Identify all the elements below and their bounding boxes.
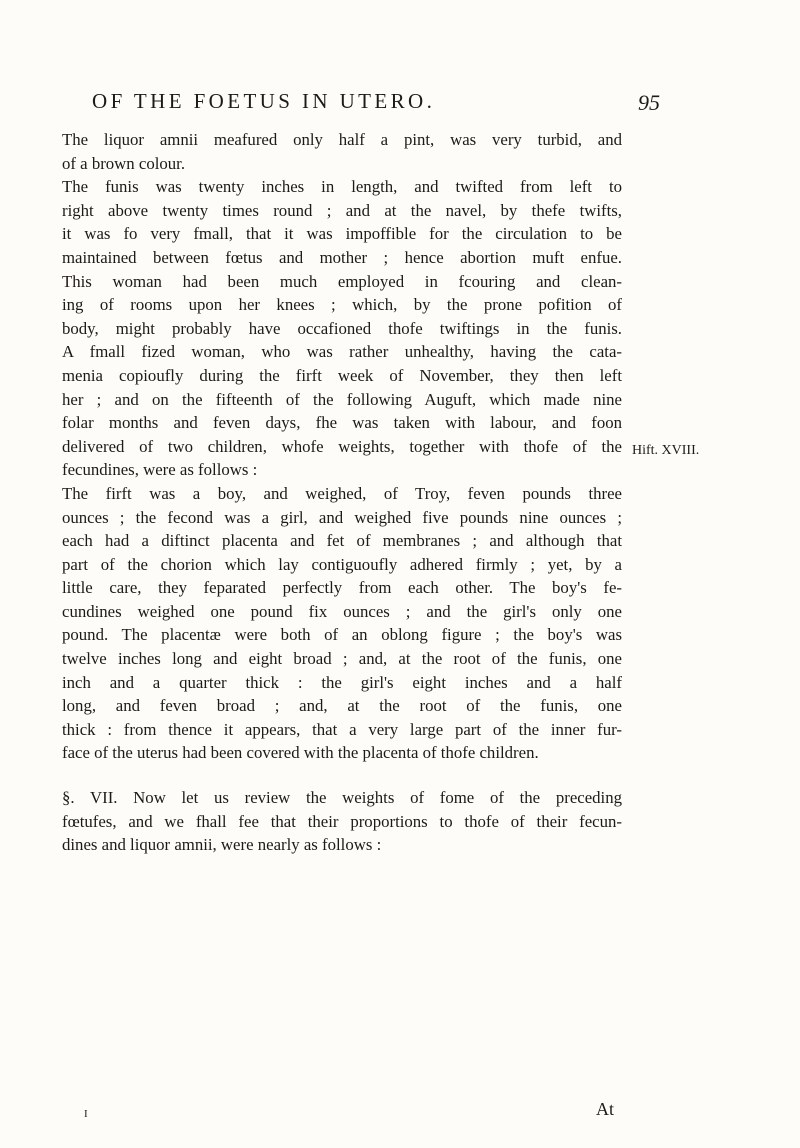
text-line: twelve inches long and eight broad ; and, at the root of the funis, one <box>62 649 622 669</box>
text-line: delivered of two children, whofe weights, together with thofe of the <box>62 436 622 456</box>
text-line: A fmall fized woman, who was rather unhealthy, having the cata- <box>62 342 622 362</box>
text-line: thick : from thence it appears, that a very large part of the inner fur- <box>62 719 622 739</box>
margin-note: Hift. XVIII. <box>632 443 700 458</box>
text-line: face of the uterus had been covered with the placenta of thofe children. <box>62 743 539 763</box>
text-line: each had a diftinct placenta and fet of membranes ; and although that <box>62 531 622 551</box>
text-line: long, and feven broad ; and, at the root of the funis, one <box>62 696 622 716</box>
text-line: §. VII. Now let us review the weights of fome of the preceding <box>62 788 622 808</box>
text-line: inch and a quarter thick : the girl's eight inches and a half <box>62 672 622 692</box>
text-line: ing of rooms upon her knees ; which, by the prone pofition of <box>62 295 622 315</box>
text-line: right above twenty times round ; and at the navel, by thefe twifts, <box>62 200 622 220</box>
text-line: her ; and on the fifteenth of the following Auguft, which made nine <box>62 389 622 409</box>
text-line: menia copioufly during the firft week of November, they then left <box>62 365 622 385</box>
text-line: The liquor amnii meafured only half a pint, was very turbid, and <box>62 130 622 149</box>
text-line: part of the chorion which lay contiguoufly adhered firmly ; yet, by a <box>62 554 622 574</box>
paragraph-gap <box>62 765 622 786</box>
text-line: pound. The placentæ were both of an oblong figure ; the boy's was <box>62 625 622 645</box>
text-line: body, might probably have occafioned thofe twiftings in the funis. <box>62 318 622 338</box>
body-text <box>62 128 622 857</box>
page-number: 95 <box>638 90 660 115</box>
text-line: The funis was twenty inches in length, and twifted from left to <box>62 177 622 197</box>
text-line: The firft was a boy, and weighed, of Troy, feven pounds three <box>62 483 622 503</box>
text-line: folar months and feven days, fhe was taken with labour, and foon <box>62 413 622 433</box>
text-line: fecundines, were as follows : <box>62 460 258 480</box>
text-line: cundines weighed one pound fix ounces ; and the girl's only one <box>62 601 622 621</box>
text-line: of a brown colour. <box>62 153 186 173</box>
text-line: This woman had been much employed in fcouring and clean- <box>62 271 622 291</box>
running-title: OF THE FOETUS IN UTERO. <box>92 89 436 113</box>
text-line: ounces ; the fecond was a girl, and weighed five pounds nine ounces ; <box>62 507 622 527</box>
text-line: it was fo very fmall, that it was impoffible for the circulation to be <box>62 224 622 244</box>
text-line: little care, they feparated perfectly from each other. The boy's fe- <box>62 578 622 598</box>
text-line: dines and liquor amnii, were nearly as follows : <box>62 835 382 855</box>
signature-mark: I <box>84 1108 88 1120</box>
text-line: fœtufes, and we fhall fee that their proportions to thofe of their fecun- <box>62 811 622 831</box>
catchword: At <box>596 1099 614 1119</box>
text-line: maintained between fœtus and mother ; hence abortion muft enfue. <box>62 247 622 267</box>
